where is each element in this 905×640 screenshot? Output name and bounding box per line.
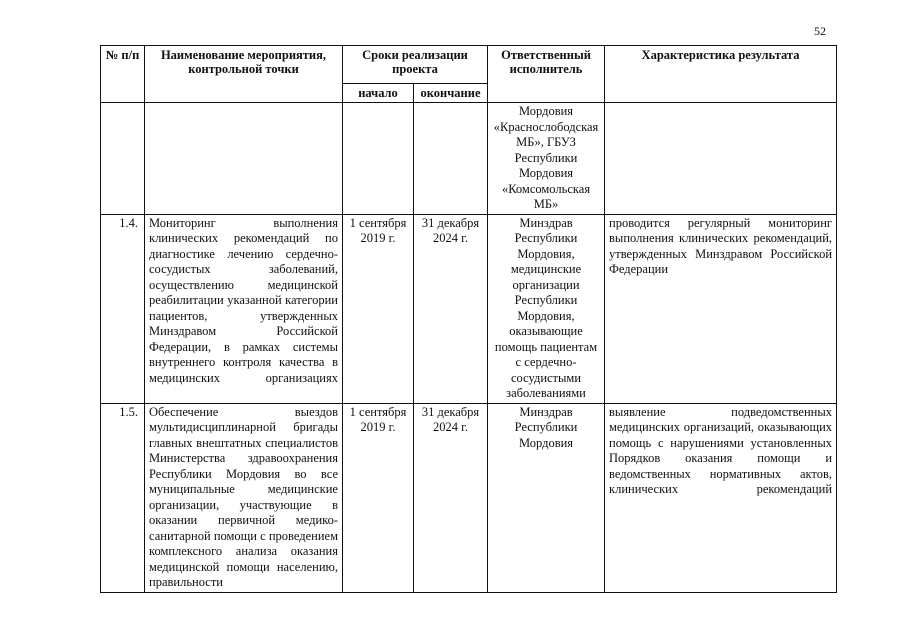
responsible-line: Мордовия xyxy=(518,435,574,450)
row-number: 1.4. xyxy=(101,214,145,403)
row-end: 31 декабря 2024 г. xyxy=(414,403,488,592)
responsible-line: МБ», ГБУЗ xyxy=(516,135,576,149)
row-responsible xyxy=(488,214,605,403)
responsible-line: Мордовия, xyxy=(517,246,575,261)
row-result xyxy=(605,103,837,215)
header-result: Характеристика результата xyxy=(605,46,837,103)
row-end xyxy=(414,103,488,215)
responsible-line: медицинские xyxy=(510,262,582,276)
responsible-line: оказывающие xyxy=(509,324,583,338)
row-start: 1 сентября 2019 г. xyxy=(343,403,414,592)
header-terms: Сроки реализации проекта xyxy=(343,46,488,84)
responsible-line: организации xyxy=(512,277,580,292)
responsible-line: Мордовия, xyxy=(517,308,575,323)
row-name xyxy=(145,103,343,215)
responsible-line: «Комсомольская xyxy=(501,181,591,196)
row-start: 1 сентября 2019 г. xyxy=(343,214,414,403)
header-name: Наименование мероприятия, контрольной точки xyxy=(145,46,343,103)
responsible-line: Республики xyxy=(514,150,578,165)
responsible-line: Минздрав xyxy=(519,404,573,419)
row-number xyxy=(101,103,145,215)
responsible-line: Республики xyxy=(514,420,578,434)
responsible-line: заболеваниями xyxy=(506,386,586,400)
table-row xyxy=(101,214,837,403)
header-row xyxy=(101,46,837,84)
row-number: 1.5. xyxy=(101,403,145,592)
responsible-line: Республики xyxy=(514,231,578,245)
row-result: выявление подведомственных медицинских организаций, оказывающих помощь с нарушениями установленных Порядков оказания помощи и ведомственных нормативных актов, клинических рекомендаций xyxy=(605,403,837,592)
responsible-line: «Краснослободская xyxy=(493,119,599,134)
responsible-line: помощь пациентам xyxy=(494,339,598,354)
responsible-line: с сердечно- xyxy=(515,355,577,369)
header-end: окончание xyxy=(414,84,488,103)
row-responsible xyxy=(488,103,605,215)
row-name: Мониторинг выполнения клинических рекомендаций по диагностике лечению сердечно-сосудистых заболеваний, осуществлению медицинской реабилитации указанной категории пациентов, утвержденных Минздравом Российской Федерации, в рамках системы внутреннего контроля качества в медицинских организациях xyxy=(145,214,343,403)
header-number: № п/п xyxy=(101,46,145,103)
table-row xyxy=(101,103,837,215)
events-table xyxy=(100,45,837,593)
responsible-line: сосудистыми xyxy=(511,370,582,385)
row-name: Обеспечение выездов мультидисциплинарной бригады главных внештатных специалистов Министерства здравоохранения Республики Мордовия во все муниципальные медицинские организации, участвующие в оказании первичной медико-санитарной помощи с проведением комплексного анализа оказания медицинской помощи населению, правильности xyxy=(145,403,343,592)
row-responsible xyxy=(488,403,605,592)
row-start xyxy=(343,103,414,215)
header-start: начало xyxy=(343,84,414,103)
responsible-line: МБ» xyxy=(533,197,559,211)
responsible-line: Республики xyxy=(514,293,578,307)
page-number: 52 xyxy=(814,24,826,38)
responsible-line: Минздрав xyxy=(519,215,573,230)
header-responsible: Ответственный исполнитель xyxy=(488,46,605,103)
table-row xyxy=(101,403,837,592)
responsible-line: Мордовия xyxy=(518,166,574,180)
row-end: 31 декабря 2024 г. xyxy=(414,214,488,403)
row-result: проводится регулярный мониторинг выполнения клинических рекомендаций, утвержденных Минздравом Российской Федерации xyxy=(605,214,837,403)
responsible-line: Мордовия xyxy=(518,104,574,118)
